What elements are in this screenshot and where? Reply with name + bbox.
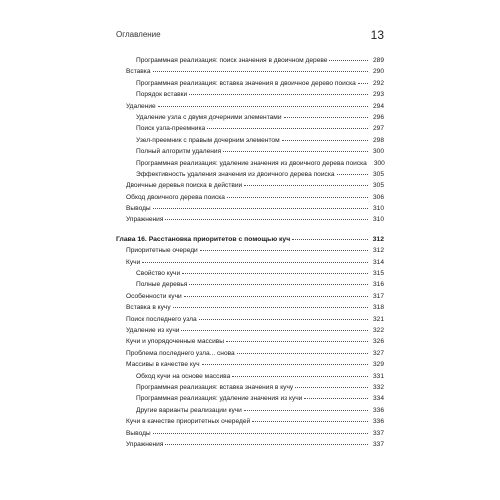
dot-leader (182, 272, 368, 274)
toc-entry-title: Вставка (126, 68, 151, 76)
dot-leader (207, 127, 368, 129)
toc-entry (116, 314, 384, 325)
toc-entry-title: Другие варианты реализации кучи (136, 406, 242, 414)
toc-entry (116, 180, 384, 191)
toc-entry-title: Вставка в кучу (126, 304, 171, 312)
dot-leader (329, 59, 368, 61)
toc-entry-page: 300 (372, 148, 384, 156)
toc-entry-title: Удаление из кучи (126, 326, 180, 334)
dot-leader (358, 82, 368, 84)
toc-entry-title: Глава 16. Расстановка приоритетов с помощью куч (116, 235, 291, 243)
toc-entry-page: 315 (372, 270, 384, 278)
toc-entry-page: 336 (372, 406, 384, 414)
toc-entry-title: Свойство кучи (136, 270, 181, 278)
toc-entry-page: 289 (372, 57, 384, 64)
toc-entry-title: Массивы в качестве куч (126, 361, 200, 369)
toc-entry (116, 416, 384, 427)
dot-leader (202, 363, 368, 365)
toc-entry-page: 317 (372, 292, 384, 300)
dot-leader (199, 318, 368, 320)
toc-entry-page: 312 (372, 235, 384, 243)
toc-entry (116, 66, 384, 77)
toc-entry-page: 326 (372, 338, 384, 346)
dot-leader (189, 283, 368, 285)
toc-entry-page: 294 (372, 102, 384, 110)
toc-entry (116, 325, 384, 336)
toc-entry (116, 439, 384, 450)
toc-entry-page: 322 (372, 326, 384, 334)
toc-entry-title: Упражнения (126, 216, 164, 224)
toc-entry (116, 245, 384, 256)
toc-entry (116, 78, 384, 89)
toc-entry (116, 257, 384, 268)
toc-entry-page: 310 (372, 205, 384, 213)
toc-entry (116, 382, 384, 393)
dot-leader (227, 196, 368, 198)
toc-entry-page: 316 (372, 281, 384, 289)
toc-entry-page: 337 (372, 429, 384, 437)
running-title: Оглавление (116, 30, 161, 39)
toc-entry-page: 327 (372, 349, 384, 357)
toc-entry (116, 146, 384, 157)
toc-entry-title: Особенности кучи (126, 292, 182, 300)
toc-entry-title: Проблема последнего узла... снова (126, 349, 235, 357)
dot-leader (153, 207, 368, 209)
toc-entry-page: 306 (372, 193, 384, 201)
toc-entry-title: Программная реализация: удаление значения из двоичного дерева поиска (136, 159, 367, 167)
toc-entry-page: 293 (372, 91, 384, 99)
toc-entry (116, 405, 384, 416)
toc-entry-page: 332 (372, 383, 384, 391)
toc-entry (116, 158, 384, 169)
table-of-contents (116, 55, 384, 450)
toc-entry-page: 329 (372, 361, 384, 369)
dot-leader (173, 306, 368, 308)
toc-entry-title: Приоритетные очереди (126, 247, 198, 255)
toc-entry (116, 348, 384, 359)
toc-entry-title: Поиск последнего узла (126, 315, 197, 323)
toc-entry-title: Порядок вставки (136, 91, 188, 99)
toc-entry-page: 300 (373, 159, 385, 167)
toc-entry-page: 296 (372, 113, 384, 121)
dot-leader (304, 397, 368, 399)
toc-entry-title: Выводы (126, 205, 151, 213)
toc-entry (116, 336, 384, 347)
dot-leader (226, 340, 368, 342)
toc-entry-title: Удаление (126, 102, 156, 110)
toc-entry (116, 123, 384, 134)
toc-entry-page: 336 (372, 418, 384, 426)
page-header (116, 28, 384, 44)
toc-entry (116, 169, 384, 180)
dot-leader (292, 238, 368, 240)
toc-entry-title: Узел-преемник с правым дочерним элементом (136, 136, 280, 144)
toc-entry-page: 312 (372, 247, 384, 255)
dot-leader (282, 139, 368, 141)
dot-leader (158, 105, 368, 107)
toc-entry (116, 291, 384, 302)
dot-leader (181, 329, 368, 331)
toc-entry-title: Обход двоичного дерева поиска (126, 193, 225, 201)
toc-entry (116, 393, 384, 404)
toc-entry-title: Программная реализация: вставка значения в кучу (136, 383, 294, 391)
dot-leader (237, 352, 368, 354)
dot-leader (252, 420, 368, 422)
toc-entry-title: Кучи в качестве приоритетных очередей (126, 418, 251, 426)
toc-entry (116, 214, 384, 225)
toc-entry (116, 359, 384, 370)
toc-entry-page: 292 (372, 79, 384, 87)
toc-entry (116, 203, 384, 214)
toc-entry (116, 192, 384, 203)
toc-entry-title: Программная реализация: вставка значения в двоичное дерево поиска (136, 79, 356, 87)
dot-leader (153, 70, 368, 72)
toc-entry-title: Двоичные деревья поиска в действии (126, 182, 243, 190)
dot-leader (153, 432, 368, 434)
toc-entry-page: 318 (372, 304, 384, 312)
toc-entry (116, 112, 384, 123)
toc-entry-page: 337 (372, 440, 384, 448)
toc-entry-title: Обход кучи на основе массива (136, 372, 231, 380)
toc-entry (116, 279, 384, 290)
toc-entry-title: Поиск узла-преемника (136, 125, 206, 133)
toc-entry-title: Кучи (126, 258, 141, 266)
dot-leader (244, 409, 368, 411)
dot-leader (295, 386, 368, 388)
toc-entry-page: 298 (372, 136, 384, 144)
toc-entry (116, 101, 384, 112)
toc-entry-page: 305 (372, 182, 384, 190)
toc-entry (116, 135, 384, 146)
dot-leader (232, 375, 368, 377)
dot-leader (244, 184, 368, 186)
toc-entry-page: 331 (372, 372, 384, 380)
dot-leader (200, 249, 368, 251)
dot-leader (223, 150, 368, 152)
toc-entry (116, 268, 384, 279)
toc-entry-title: Эффективность удаления значения из двоичного дерева поиска (136, 170, 335, 178)
toc-entry-title: Удаление узла с двумя дочерними элементами (136, 113, 282, 121)
dot-leader (165, 443, 368, 445)
toc-entry-title: Программная реализация: удаление значения из кучи (136, 395, 303, 403)
dot-leader (165, 218, 368, 220)
toc-entry (116, 302, 384, 313)
toc-entry-title: Кучи и упорядоченные массивы (126, 338, 225, 346)
toc-entry (116, 89, 384, 100)
toc-entry-title: Выводы (126, 429, 151, 437)
dot-leader (184, 295, 368, 297)
toc-entry-page: 310 (372, 216, 384, 224)
toc-entry-page: 297 (372, 125, 384, 133)
toc-entry-page: 290 (372, 68, 384, 76)
toc-entry-title: Полный алгоритм удаления (136, 148, 222, 156)
page-number: 13 (370, 28, 384, 42)
dot-leader (284, 116, 368, 118)
toc-entry (116, 428, 384, 439)
toc-entry-title: Полные деревья (136, 281, 188, 289)
toc-entry-title: Упражнения (126, 440, 164, 448)
dot-leader (337, 173, 368, 175)
dot-leader (142, 261, 368, 263)
toc-entry-page: 305 (372, 170, 384, 178)
toc-entry-page: 334 (372, 395, 384, 403)
toc-entry-page: 321 (372, 315, 384, 323)
dot-leader (189, 93, 368, 95)
toc-chapter-entry (116, 234, 384, 245)
toc-entry (116, 55, 384, 66)
toc-entry (116, 371, 384, 382)
toc-entry-page: 314 (372, 258, 384, 266)
toc-entry-title: Программная реализация: поиск значения в двоичном дереве (136, 57, 328, 64)
